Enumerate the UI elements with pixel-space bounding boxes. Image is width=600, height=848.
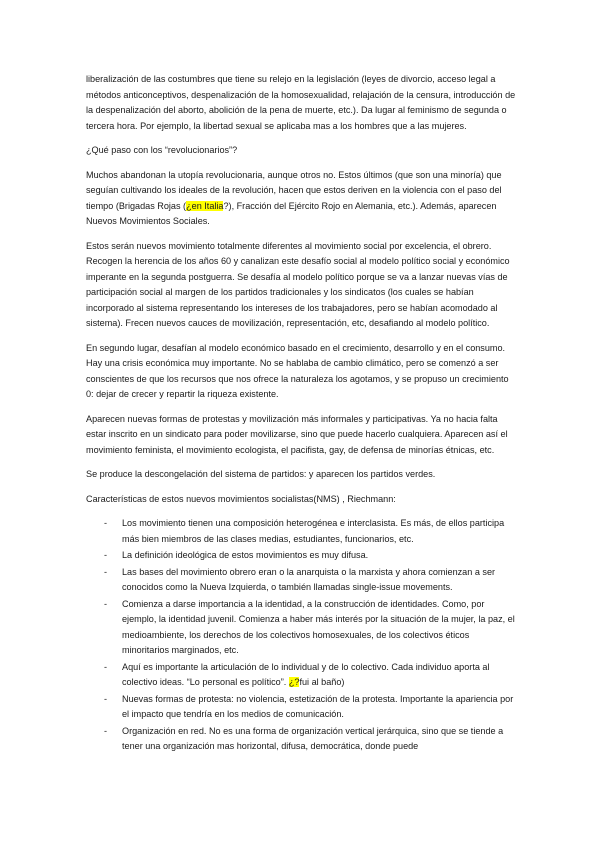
list-item: - Nuevas formas de protesta: no violencia, estetización de la protesta. Importante la apariencia por el impacto que tendría en los medios de comunicación. (86, 692, 518, 723)
list-item: - Organización en red. No es una forma de organización vertical jerárquica, sino que se tiende a tener una organización mas horizontal, difusa, democrática, donde puede (86, 724, 518, 755)
paragraph-modelo-economico: En segundo lugar, desafían al modelo económico basado en el crecimiento, desarrollo y en el consumo. Hay una crisis económica muy importante. No se hablaba de cambio climático, pero se comenzó a ser conscientes de que los recursos que nos ofrece la naturaleza los agotamos, y se propuso un crecimiento 0: dejar de crecer y repartir la riqueza existente. (86, 342, 509, 399)
text-segment: Aquí es importante la articulación de lo individual y de lo colectivo. Cada individuo aporta al colectivo ideas. “Lo personal es político”. (122, 661, 490, 687)
list-item: - Los movimiento tienen una composición heterogénea e interclasista. Es más, de ellos participa más bien miembros de las clases medias, estudiantes, funcionarios, etc. (86, 516, 518, 547)
list-item: - Comienza a darse importancia a la identidad, a la construcción de identidades. Como, por ejemplo, la identidad juvenil. Comienza a haber más interés por la situación de la mujer, la paz, el medioambiente, los derechos de los colectivos homosexuales, de los colectivos éticos minoritarios marginados, etc. (86, 597, 518, 659)
list-item: - Las bases del movimiento obrero eran o la anarquista o la marxista y ahora comienzan a ser conocidos como la Nueva Izquierda, o también llamadas single-issue movements. (86, 565, 518, 596)
paragraph-descongelacion: Se produce la descongelación del sistema de partidos: y aparecen los partidos verdes. (86, 469, 436, 479)
paragraph-liberalizacion: liberalización de las costumbres que tiene su relejo en la legislación (leyes de divorcio, acceso legal a métodos anticonceptivos, despenalización de la homosexualidad, relajación de la censura, introducción de la despenalización del aborto, abolición de la pena de muerte, etc.). Da lugar al feminismo de segunda o tercera hora. Por ejemplo, la libertad sexual se aplicaba mas a los hombres que a las mujeres. (86, 74, 516, 131)
highlighted-text: ¿en Italia (186, 200, 224, 211)
paragraph-nuevas-formas: Aparecen nuevas formas de protestas y movilización más informales y participativas. Ya no hacia falta estar inscrito en un sindicato para poder movilizarse, sino que puede hacerlo cualquiera. Aparecen así el movimiento feminista, el movimiento ecologista, el pacifista, gay, de defensa de minorías étnicas, etc. (86, 413, 508, 455)
characteristics-list (86, 516, 518, 755)
list-item: - La definición ideológica de estos movimientos es muy difusa. (86, 548, 518, 564)
paragraph-nuevos-movimientos: Estos serán nuevos movimiento totalmente diferentes al movimiento social por excelencia, el obrero. Recogen la herencia de los años 60 y canalizan este desafío social al modelo político social y económico imperante en la segunda postguerra. Se desafía al modelo político porque se va a lanzar nuevas vías de participación social al margen de los partidos tradicionales y los sindicatos (los cuales se habían incorporado al sistema representando los intereses de los trabajadores, pero se habían acomodado al sistema). Frecen nuevos cauces de movilización, representación, etc, desafiando al modelo político. (86, 240, 510, 328)
text-segment: ?), Fracción del Ejército Rojo en Alemania, etc.). Además, aparecen Nuevos Movimientos Sociales. (86, 200, 497, 226)
paragraph-utopia (86, 168, 518, 230)
question-revolucionarios: ¿Qué paso con los “revolucionarios”? (86, 145, 238, 155)
text-segment: Muchos abandonan la utopía revolucionaria, aunque otros no. Estos últimos (que son una minoría) que seguían cultivando los ideales de la revolución, hacen que estos deriven en la violencia con el paso del tiempo (Brigadas Rojas ( (86, 169, 502, 211)
paragraph-caracteristicas: Características de estos nuevos movimientos socialistas(NMS) , Riechmann: (86, 493, 396, 504)
highlighted-text: ¿? (288, 677, 300, 687)
list-item (86, 660, 518, 691)
text-segment: fui al baño) (299, 677, 345, 687)
